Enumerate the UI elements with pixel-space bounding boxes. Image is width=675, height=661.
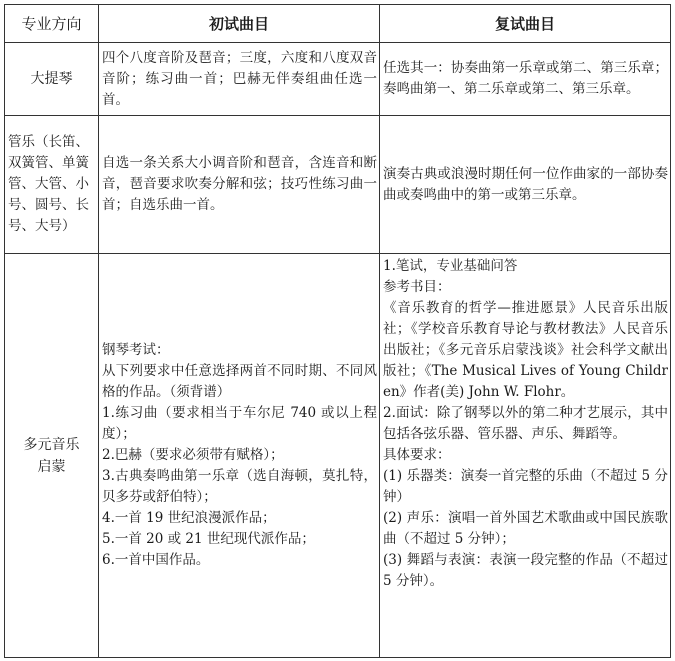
table-row xyxy=(5,254,671,658)
retest-text: 任选其一：协奏曲第一乐章或第二、第三乐章；奏鸣曲第一、第二乐章或第二、第三乐章。 xyxy=(383,60,668,97)
direction-cell: 大提琴 xyxy=(5,43,99,116)
initial-cell xyxy=(99,254,380,658)
direction-cell: 管乐（长笛、双簧管、单簧管、大管、小号、圆号、长号、大号） xyxy=(5,116,99,254)
retest-cell xyxy=(380,116,671,254)
initial-line: 3.古典奏鸣曲第一乐章（选自海顿，莫扎特，贝多芬或舒伯特）； xyxy=(102,468,377,505)
retest-text: 演奏古典或浪漫时期任何一位作曲家的一部协奏曲或奏鸣曲中的第一或第三乐章。 xyxy=(383,165,668,203)
direction-line: 启蒙 xyxy=(37,458,66,475)
initial-cell xyxy=(99,43,380,116)
retest-line: (2) 声乐：演唱一首外国艺术歌曲或中国民族歌曲（不超过 5 分钟）； xyxy=(383,510,668,547)
direction-cell xyxy=(5,254,99,658)
table-row xyxy=(5,43,671,116)
initial-line: 2.巴赫（要求必须带有赋格）； xyxy=(102,447,284,463)
retest-line: 1.笔试，专业基础问答 xyxy=(383,258,518,274)
initial-line: 从下列要求中任意选择两首不同时期、不同风格的作品。（须背谱） xyxy=(102,363,377,400)
initial-cell xyxy=(99,116,380,254)
initial-text: 四个八度音阶及琶音；三度，六度和八度双音音阶；练习曲一首；巴赫无伴奏组曲任选一首。 xyxy=(102,49,377,108)
header-initial: 初试曲目 xyxy=(99,5,380,43)
table-row xyxy=(5,116,671,254)
initial-line: 6.一首中国作品。 xyxy=(102,552,210,568)
retest-line: (3) 舞蹈与表演：表演一段完整的作品（不超过 5 分钟）。 xyxy=(383,552,668,589)
initial-line: 4.一首 19 世纪浪漫派作品； xyxy=(102,510,276,526)
header-direction: 专业方向 xyxy=(5,5,99,43)
initial-text: 自选一条关系大小调音阶和琶音，含连音和断音，琶音要求吹奏分解和弦；技巧性练习曲一首；自选乐曲一首。 xyxy=(102,155,377,213)
header-retest: 复试曲目 xyxy=(380,5,671,43)
initial-line: 5.一首 20 或 21 世纪现代派作品； xyxy=(102,531,315,547)
retest-text xyxy=(380,254,670,594)
retest-line: 2.面试：除了钢琴以外的第二种才艺展示，其中包括各弦乐器、管乐器、声乐、舞蹈等。 xyxy=(383,405,668,442)
initial-line: 钢琴考试： xyxy=(102,342,170,358)
retest-line: 《音乐教育的哲学—推进愿景》人民音乐出版社；《学校音乐教育导论与教材教法》人民音乐出版社；《多元音乐启蒙浅谈》社会科学文献出版社；《The Musical Lives of Young Children》作者(美) John W. Flohr。 xyxy=(383,300,668,400)
direction-line: 多元音乐 xyxy=(23,436,80,453)
retest-line: (1) 乐器类：演奏一首完整的乐曲（不超过 5 分钟） xyxy=(383,468,668,505)
initial-text xyxy=(99,338,379,573)
retest-line: 参考书目： xyxy=(383,279,451,295)
retest-cell xyxy=(380,254,671,658)
retest-line: 具体要求： xyxy=(383,447,451,463)
exam-repertoire-table xyxy=(4,4,671,658)
retest-cell xyxy=(380,43,671,116)
table-header-row xyxy=(5,5,671,43)
initial-line: 1.练习曲（要求相当于车尔尼 740 或以上程度）； xyxy=(102,405,377,442)
